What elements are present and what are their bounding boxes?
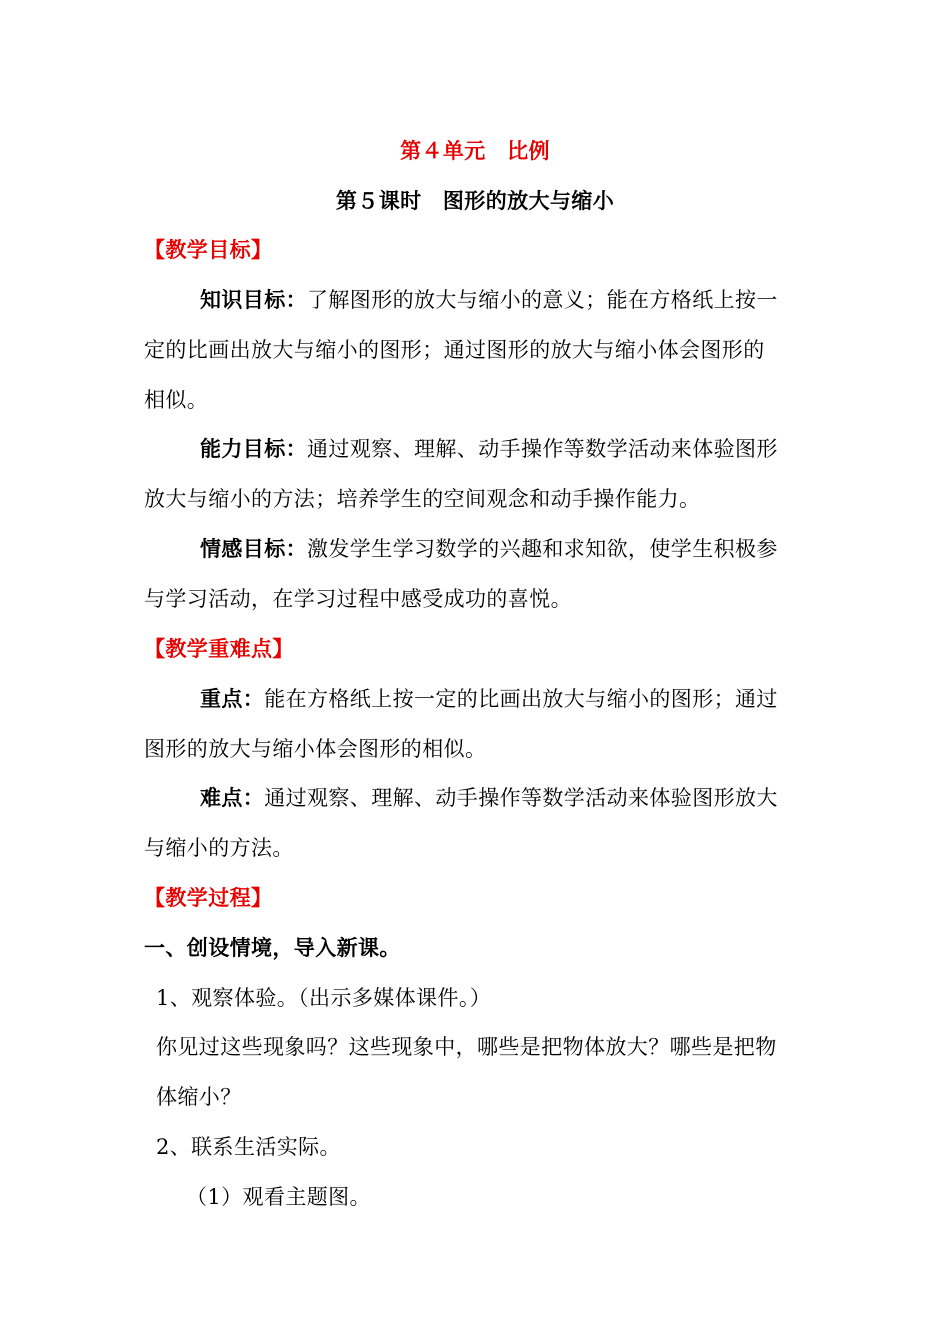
question-line1: 你见过这些现象吗？这些现象中，哪些是把物体放大？哪些是把物 — [156, 1035, 777, 1059]
keypoints-header: 【教学重难点】 — [144, 637, 294, 661]
key-point-line1 — [200, 684, 778, 714]
difficult-point-label: 难点： — [200, 786, 265, 810]
emotion-objective-line2: 与学习活动，在学习过程中感受成功的喜悦。 — [144, 587, 572, 611]
emotion-objective-label: 情感目标： — [200, 537, 307, 561]
ability-objective-line2: 放大与缩小的方法；培养学生的空间观念和动手操作能力。 — [144, 487, 701, 511]
difficult-point-line2: 与缩小的方法。 — [144, 836, 294, 860]
lesson-title: 第５课时 图形的放大与缩小 — [335, 189, 615, 213]
knowledge-objective-line2: 定的比画出放大与缩小的图形；通过图形的放大与缩小体会图形的 — [144, 338, 765, 362]
key-point-text: 能在方格纸上按一定的比画出放大与缩小的图形；通过 — [264, 687, 778, 711]
ability-objective-label: 能力目标： — [200, 437, 307, 461]
subitem1-theme-image: （1）观看主题图。 — [186, 1185, 371, 1209]
key-point-line2: 图形的放大与缩小体会图形的相似。 — [144, 737, 487, 761]
objectives-header: 【教学目标】 — [144, 238, 273, 262]
ability-objective-text: 通过观察、理解、动手操作等数学活动来体验图形 — [307, 437, 778, 461]
difficult-point-text: 通过观察、理解、动手操作等数学活动来体验图形放大 — [264, 786, 778, 810]
key-point-label: 重点： — [200, 687, 265, 711]
emotion-objective-text: 激发学生学习数学的兴趣和求知欲，使学生积极参 — [307, 537, 778, 561]
item1-observe: 1、观察体验。（出示多媒体课件。） — [156, 986, 492, 1010]
emotion-objective-line1 — [200, 534, 778, 564]
knowledge-objective-line1 — [200, 285, 778, 315]
knowledge-objective-text: 了解图形的放大与缩小的意义；能在方格纸上按一 — [307, 288, 778, 312]
step1-title: 一、创设情境，导入新课。 — [144, 936, 401, 960]
unit-title: 第４单元 比例 — [400, 139, 550, 163]
difficult-point-line1 — [200, 783, 778, 813]
process-header: 【教学过程】 — [144, 886, 273, 910]
item2-real-life: 2、联系生活实际。 — [156, 1135, 341, 1159]
knowledge-objective-line3: 相似。 — [144, 388, 209, 412]
question-line2: 体缩小？ — [156, 1085, 242, 1109]
ability-objective-line1 — [200, 434, 778, 464]
knowledge-objective-label: 知识目标： — [200, 288, 307, 312]
